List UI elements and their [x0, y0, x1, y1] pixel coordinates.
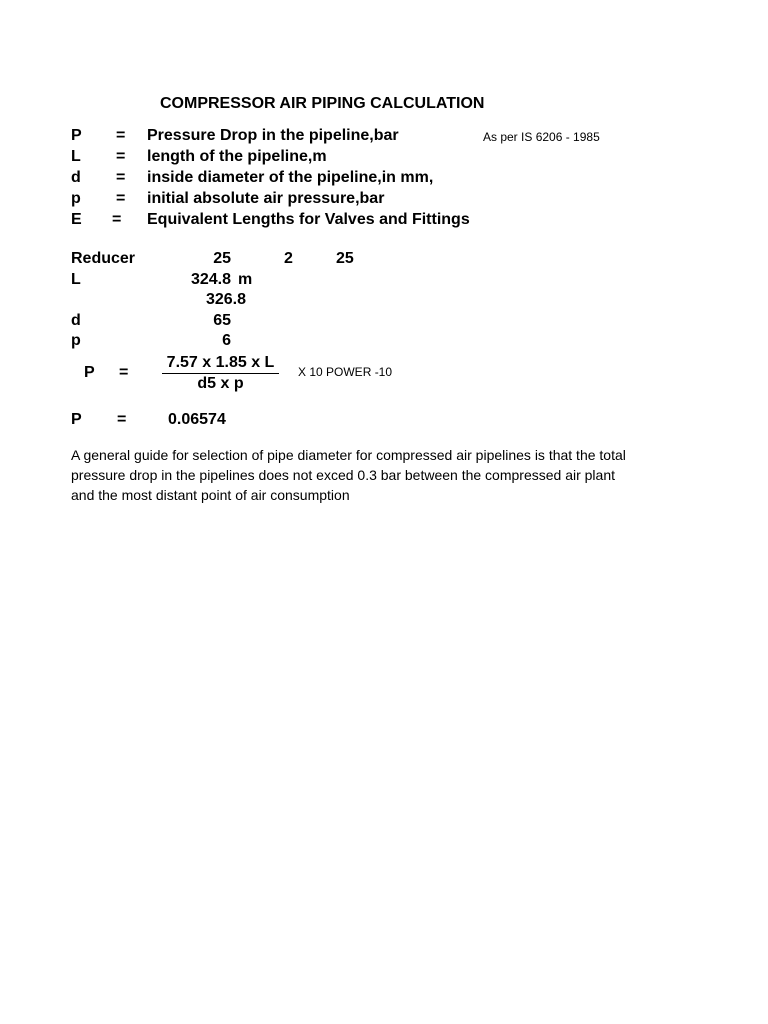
- page-title: COMPRESSOR AIR PIPING CALCULATION: [160, 95, 485, 112]
- result-equals: =: [117, 411, 127, 428]
- definition-symbol: L: [71, 148, 81, 165]
- reducer-value-3: 25: [336, 250, 354, 267]
- definition-equals: =: [112, 211, 122, 228]
- standard-reference: As per IS 6206 - 1985: [483, 130, 600, 144]
- definition-desc: length of the pipeline,m: [147, 148, 327, 165]
- definition-equals: =: [116, 169, 126, 186]
- definition-symbol: E: [71, 211, 82, 228]
- diameter-value: 65: [213, 312, 231, 329]
- length-value: 324.8: [190, 271, 231, 288]
- result-value: 0.06574: [168, 411, 226, 428]
- formula-multiplier: X 10 POWER -10: [298, 365, 393, 379]
- formula-lhs: P: [84, 364, 95, 381]
- definition-desc: Equivalent Lengths for Valves and Fittings: [147, 211, 470, 228]
- diameter-label: d: [71, 312, 81, 329]
- pressure-label: p: [71, 332, 81, 349]
- reducer-value-2: 2: [284, 250, 293, 267]
- guidance-note: A general guide for selection of pipe diameter for compressed air pipelines is that the total pressure drop in the pipelines does not exced 0.3 bar between the compressed air plant and the most distant point of air consumption: [71, 447, 626, 503]
- definition-equals: =: [116, 127, 126, 144]
- reducer-label: Reducer: [71, 250, 136, 267]
- fraction-bar: [162, 373, 279, 374]
- length-total-value: 326.8: [205, 291, 246, 308]
- definition-desc: initial absolute air pressure,bar: [147, 190, 385, 207]
- definition-equals: =: [116, 148, 126, 165]
- reducer-value-1: 25: [213, 250, 231, 267]
- definition-symbol: P: [71, 127, 82, 144]
- definition-symbol: d: [71, 169, 81, 186]
- definition-equals: =: [116, 190, 126, 207]
- formula-denominator: d5 x p: [197, 375, 244, 392]
- length-label: L: [71, 271, 81, 288]
- definition-symbol: p: [71, 190, 81, 207]
- pressure-value: 6: [222, 332, 231, 349]
- formula-numerator: 7.57 x 1.85 x L: [166, 354, 275, 371]
- formula-equals: =: [119, 364, 129, 381]
- length-unit: m: [238, 271, 253, 288]
- definition-desc: Pressure Drop in the pipeline,bar: [147, 127, 399, 144]
- definition-desc: inside diameter of the pipeline,in mm,: [147, 169, 434, 186]
- result-lhs: P: [71, 411, 82, 428]
